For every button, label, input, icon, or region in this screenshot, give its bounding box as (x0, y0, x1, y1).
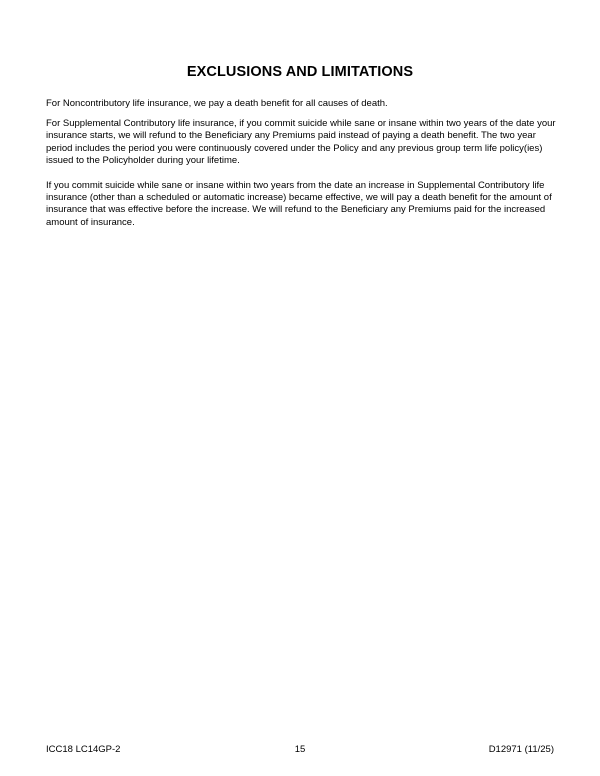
paragraph-supplemental-suicide: For Supplemental Contributory life insurance, if you commit suicide while sane or insane within two years of the date your insurance starts, we will refund to the Beneficiary any Premiums paid instead of paying a death benefit. The two year period includes the period you were continuously covered under the Policy and any previous group term life policy(ies) issued to the Policyholder during your lifetime. (46, 118, 556, 166)
document-body (46, 98, 556, 237)
footer-document-code: D12971 (11/25) (488, 744, 554, 755)
page-title: EXCLUSIONS AND LIMITATIONS (186, 64, 414, 80)
footer-form-number: ICC18 LC14GP-2 (46, 744, 121, 755)
footer-page-number: 15 (294, 744, 306, 755)
paragraph-noncontributory: For Noncontributory life insurance, we pay a death benefit for all causes of death. (46, 98, 388, 109)
paragraph-increase-suicide: If you commit suicide while sane or insane within two years from the date an increase in Supplemental Contributory life insurance (other than a scheduled or automatic increase) became effective, we will pay a death benefit for the amount of insurance that was effective before the increase. We will refund to the Beneficiary any Premiums paid for the increased amount of insurance. (46, 180, 552, 228)
